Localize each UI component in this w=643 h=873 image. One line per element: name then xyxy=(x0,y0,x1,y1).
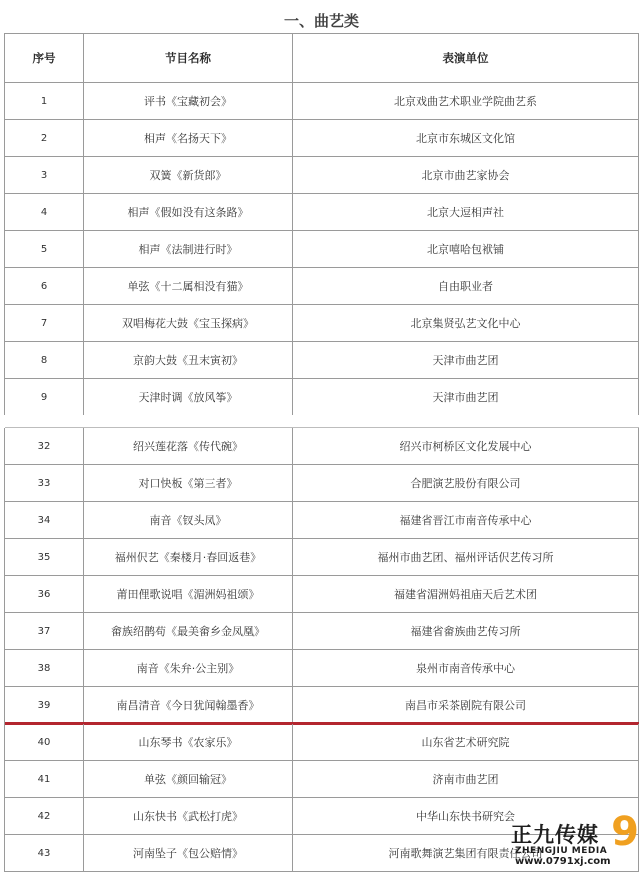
table-row xyxy=(5,157,639,194)
row-seq: 32 xyxy=(5,428,84,464)
row-program: 南音《朱弁·公主别》 xyxy=(84,650,293,686)
row-seq: 8 xyxy=(5,342,84,378)
row-program: 评书《宝藏初会》 xyxy=(84,83,293,119)
row-program: 对口快板《第三者》 xyxy=(84,465,293,501)
row-unit: 福建省畲族曲艺传习所 xyxy=(293,613,639,649)
row-unit: 绍兴市柯桥区文化发展中心 xyxy=(293,428,639,464)
row-program: 相声《假如没有这条路》 xyxy=(84,194,293,230)
row-unit: 北京市东城区文化馆 xyxy=(293,120,639,156)
table-row xyxy=(5,465,639,502)
row-seq: 40 xyxy=(5,724,84,760)
table-row xyxy=(5,83,639,120)
row-unit: 北京戏曲艺术职业学院曲艺系 xyxy=(293,83,639,119)
row-unit: 北京市曲艺家协会 xyxy=(293,157,639,193)
row-program: 单弦《十二属相没有猫》 xyxy=(84,268,293,304)
table-row xyxy=(5,231,639,268)
row-program: 南音《钗头凤》 xyxy=(84,502,293,538)
row-unit: 济南市曲艺团 xyxy=(293,761,639,797)
row-program: 相声《名扬天下》 xyxy=(84,120,293,156)
row-unit: 福建省湄洲妈祖庙天后艺术团 xyxy=(293,576,639,612)
row-unit: 北京嘻哈包袱铺 xyxy=(293,231,639,267)
row-program: 畲族绍鹊苟《最美畲乡金凤凰》 xyxy=(84,613,293,649)
table-row xyxy=(5,194,639,231)
row-program: 相声《法制进行时》 xyxy=(84,231,293,267)
row-unit: 中华山东快书研究会 xyxy=(293,798,639,834)
row-program: 南昌清音《今日犹闻翰墨香》 xyxy=(84,687,293,723)
table-row xyxy=(5,268,639,305)
row-unit: 福州市曲艺团、福州评话伬艺传习所 xyxy=(293,539,639,575)
row-program: 京韵大鼓《丑末寅初》 xyxy=(84,342,293,378)
watermark-numeral: 9 xyxy=(611,809,639,855)
row-unit: 天津市曲艺团 xyxy=(293,342,639,378)
row-seq: 4 xyxy=(5,194,84,230)
row-seq: 5 xyxy=(5,231,84,267)
row-unit: 泉州市南音传承中心 xyxy=(293,650,639,686)
watermark-url: www.0791xj.com xyxy=(515,856,611,867)
watermark-subtitle: ZHENGJIU MEDIA xyxy=(515,846,608,856)
row-program: 河南坠子《包公赔情》 xyxy=(84,835,293,871)
table-row xyxy=(5,428,639,465)
row-program: 天津时调《放风筝》 xyxy=(84,379,293,415)
row-seq: 41 xyxy=(5,761,84,797)
row-unit: 福建省晋江市南音传承中心 xyxy=(293,502,639,538)
row-program: 福州伬艺《秦楼月·春回返巷》 xyxy=(84,539,293,575)
table-cut-gap xyxy=(4,416,639,428)
row-unit: 合肥演艺股份有限公司 xyxy=(293,465,639,501)
table-row xyxy=(5,613,639,650)
row-unit: 自由职业者 xyxy=(293,268,639,304)
watermark-logo xyxy=(511,809,639,869)
row-unit: 北京集贤弘艺文化中心 xyxy=(293,305,639,341)
watermark-brand: 正九传媒 xyxy=(511,823,599,847)
row-seq: 43 xyxy=(5,835,84,871)
table-header-row xyxy=(5,33,639,83)
table-row xyxy=(5,761,639,798)
header-unit: 表演单位 xyxy=(293,34,639,82)
row-program: 绍兴莲花落《传代碗》 xyxy=(84,428,293,464)
header-program: 节目名称 xyxy=(84,34,293,82)
row-program: 双唱梅花大鼓《宝玉探病》 xyxy=(84,305,293,341)
row-program: 单弦《颜回输冠》 xyxy=(84,761,293,797)
row-unit: 北京大逗相声社 xyxy=(293,194,639,230)
row-seq: 39 xyxy=(5,687,84,723)
row-seq: 33 xyxy=(5,465,84,501)
row-seq: 35 xyxy=(5,539,84,575)
row-seq: 9 xyxy=(5,379,84,415)
row-unit: 河南歌舞演艺集团有限责任公司 xyxy=(293,835,639,871)
header-seq: 序号 xyxy=(5,34,84,82)
row-seq: 36 xyxy=(5,576,84,612)
row-seq: 7 xyxy=(5,305,84,341)
table-row xyxy=(5,120,639,157)
table-row xyxy=(5,305,639,342)
row-seq: 34 xyxy=(5,502,84,538)
row-unit: 南昌市采茶剧院有限公司 xyxy=(293,687,639,723)
section-title: 一、曲艺类 xyxy=(283,12,359,30)
row-unit: 天津市曲艺团 xyxy=(293,379,639,415)
table-row xyxy=(5,576,639,613)
row-seq: 1 xyxy=(5,83,84,119)
table-row xyxy=(5,379,639,416)
row-seq: 38 xyxy=(5,650,84,686)
row-program: 山东琴书《农家乐》 xyxy=(84,724,293,760)
row-program: 莆田俚歌说唱《湄洲妈祖颂》 xyxy=(84,576,293,612)
row-seq: 42 xyxy=(5,798,84,834)
table-row xyxy=(5,539,639,576)
table-row xyxy=(5,687,639,724)
row-seq: 3 xyxy=(5,157,84,193)
program-table xyxy=(4,33,639,872)
table-row xyxy=(5,650,639,687)
row-seq: 6 xyxy=(5,268,84,304)
row-seq: 37 xyxy=(5,613,84,649)
table-row xyxy=(5,724,639,761)
table-row xyxy=(5,342,639,379)
table-row xyxy=(5,502,639,539)
row-unit: 山东省艺术研究院 xyxy=(293,724,639,760)
row-seq: 2 xyxy=(5,120,84,156)
row-program: 山东快书《武松打虎》 xyxy=(84,798,293,834)
row-program: 双簧《新货郎》 xyxy=(84,157,293,193)
